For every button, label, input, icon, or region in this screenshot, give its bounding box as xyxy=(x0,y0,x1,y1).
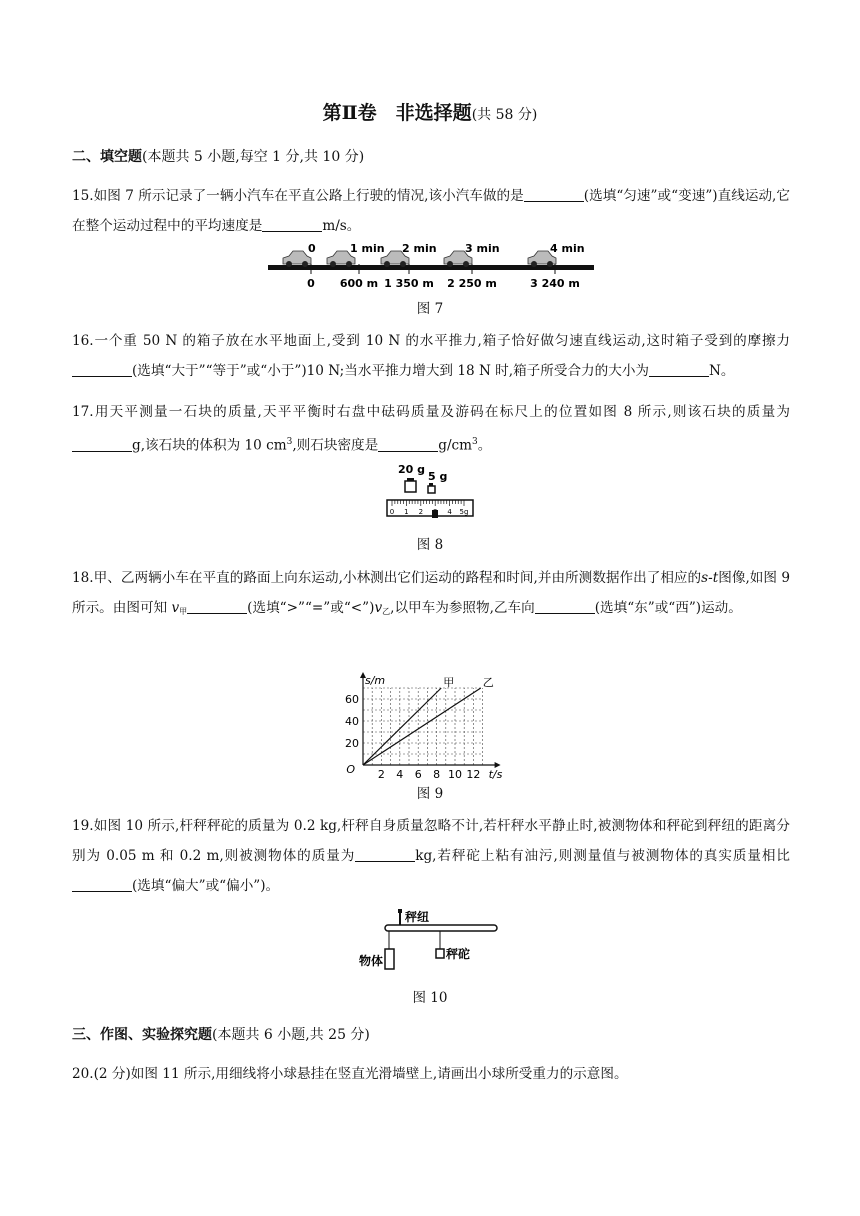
weight-box xyxy=(436,949,444,958)
q18-text-b: 图像,如图 9 所示。由图可知 xyxy=(72,570,791,616)
question-20 xyxy=(72,1059,790,1089)
q19-text-a: 19.如图 10 所示,杆秤秤砣的质量为 0.2 kg,杆秤自身质量忽略不计,若杆秤水平静止时,被测物体和秤砣到秤纽的距离分别为 0.05 m 和 0.2 m,则被测物体的质量为 xyxy=(72,818,790,864)
q17-text-a: 17.用天平测量一石块的质量,天平平衡时右盘中砝码质量及游码在标尺上的位置如图 8 所示,则该石块的质量为 xyxy=(72,404,790,420)
ruler-label: 5g xyxy=(459,508,469,516)
q17-text-c: ,则石块密度是 xyxy=(292,437,379,454)
figure-10 xyxy=(355,907,505,975)
y-axis-label: s/m xyxy=(365,674,386,687)
q16-text-a: 16.一个重 50 N 的箱子放在水平地面上,受到 10 N 的水平推力,箱子恰好做匀速直线运动,这时箱子受到的摩擦力 xyxy=(72,333,790,349)
answer-blank[interactable] xyxy=(72,362,132,377)
distance-label: 0 xyxy=(307,277,315,290)
object-box xyxy=(385,949,394,969)
distance-label: 3 240 m xyxy=(530,277,580,290)
weight-5g-icon xyxy=(428,486,435,493)
question-19 xyxy=(72,811,790,901)
time-label: 1 min xyxy=(350,242,385,255)
weight-20g-icon xyxy=(405,481,416,492)
q18-text-c: (选填“>”“=”或“<”) xyxy=(247,600,375,616)
answer-blank[interactable] xyxy=(535,599,595,614)
x-axis-label: t/s xyxy=(488,768,503,780)
distance-label: 2 250 m xyxy=(447,277,497,290)
question-17 xyxy=(72,397,790,461)
subscript-jia: 甲 xyxy=(179,607,188,616)
road xyxy=(268,265,594,270)
q18-text-a: 18.甲、乙两辆小车在平直的路面上向东运动,小林测出它们运动的路程和时间,并由所测数据作出了相应的 xyxy=(72,570,702,586)
x-tick-label: 4 xyxy=(396,768,404,780)
ruler-label: 0 xyxy=(389,508,395,516)
section2-note: (本题共 5 小题,每空 1 分,共 10 分) xyxy=(142,149,365,165)
answer-blank[interactable] xyxy=(524,187,584,202)
question-16 xyxy=(72,326,790,386)
superscript: 3 xyxy=(286,437,293,447)
figure-10-caption: 图 10 xyxy=(412,990,448,1006)
answer-blank[interactable] xyxy=(72,437,132,452)
q16-text-b: (选填“大于”“等于”或“小于”)10 N;当水平推力增大到 18 N 时,箱子所受合力的大小为 xyxy=(132,363,650,379)
distance-label: 600 m xyxy=(339,277,379,290)
origin-label: O xyxy=(346,763,355,776)
time-label: 2 min xyxy=(402,242,437,255)
knob-top xyxy=(398,909,402,913)
st-symbol: s-t xyxy=(701,570,719,586)
title-points: (共 58 分) xyxy=(471,107,538,123)
series-line-2 xyxy=(363,688,481,765)
x-tick-label: 6 xyxy=(414,768,422,780)
q16-text-c: N。 xyxy=(709,363,735,379)
x-tick-label: 8 xyxy=(433,768,441,780)
series-line-1 xyxy=(363,688,441,765)
q18-text-d: ,以甲车为参照物,乙车向 xyxy=(390,600,535,616)
x-tick-label: 10 xyxy=(448,768,462,780)
superscript: 3 xyxy=(472,437,478,447)
answer-blank[interactable] xyxy=(72,877,132,892)
q15-text-a: 15.如图 7 所示记录了一辆小汽车在平直公路上行驶的情况,该小汽车做的是 xyxy=(72,188,524,204)
v-symbol: v xyxy=(374,600,383,616)
question-18 xyxy=(72,563,790,627)
answer-blank[interactable] xyxy=(187,599,247,614)
ruler-label: 4 xyxy=(447,508,452,516)
answer-blank[interactable] xyxy=(355,847,415,862)
section-heading-experiments xyxy=(72,1024,370,1044)
answer-blank[interactable] xyxy=(649,362,709,377)
y-tick-label: 20 xyxy=(345,737,359,750)
figure-9-chart xyxy=(335,660,525,780)
series-label: 乙 xyxy=(482,676,494,689)
section3-heading: 三、作图、实验探究题 xyxy=(72,1027,212,1043)
figure-8 xyxy=(384,460,476,522)
q18-text-e: (选填“东”或“西”)运动。 xyxy=(594,600,742,616)
q17-text-e: 。 xyxy=(477,437,492,454)
section2-heading: 二、填空题 xyxy=(72,149,142,165)
time-label: 3 min xyxy=(465,242,500,255)
q17-text-b: g,该石块的体积为 10 cm xyxy=(132,437,287,454)
q19-text-c: (选填“偏大”或“偏小”)。 xyxy=(132,878,280,894)
figure-7 xyxy=(262,240,598,296)
section-heading-fill-in xyxy=(72,146,364,166)
subscript-yi: 乙 xyxy=(382,607,391,616)
figure-7-caption: 图 7 xyxy=(416,301,444,317)
car-icon xyxy=(283,251,311,267)
series-label: 甲 xyxy=(443,676,455,689)
y-tick-label: 60 xyxy=(345,693,359,706)
figure-8-caption: 图 8 xyxy=(416,537,444,553)
page-title xyxy=(0,98,860,125)
q17-text-d: g/cm xyxy=(438,437,473,454)
q19-text-b: kg,若秤砣上粘有油污,则测量值与被测物体的真实质量相比 xyxy=(415,848,790,864)
q15-text-b: (选填“匀速”或“变速”)直线运动,它在整个运动过程中的平均速度是 xyxy=(72,188,790,234)
x-tick-label: 2 xyxy=(377,768,385,780)
knob-label: 秤纽 xyxy=(405,910,430,924)
ruler-label: 1 xyxy=(404,508,409,516)
answer-blank[interactable] xyxy=(262,217,322,232)
object-label: 物体 xyxy=(359,954,384,968)
answer-blank[interactable] xyxy=(378,437,438,452)
x-tick-label: 12 xyxy=(466,768,481,780)
time-label: 4 min xyxy=(550,242,585,255)
ruler-label: 2 xyxy=(418,508,424,516)
q15-text-c: m/s。 xyxy=(322,218,361,234)
section3-note: (本题共 6 小题,共 25 分) xyxy=(212,1027,370,1043)
question-15 xyxy=(72,181,790,241)
q20-text: 20.(2 分)如图 11 所示,用细线将小球悬挂在竖直光滑墙壁上,请画出小球所受重力的示意图。 xyxy=(72,1066,628,1082)
steelyard-beam xyxy=(385,925,497,931)
figure-9-caption: 图 9 xyxy=(416,786,444,802)
weight-20g-label: 20 g xyxy=(398,463,426,476)
y-tick-label: 40 xyxy=(345,715,359,728)
distance-label: 1 350 m xyxy=(384,277,434,290)
weight-5g-label: 5 g xyxy=(428,470,448,483)
rider-marker xyxy=(432,510,438,518)
v-symbol: v xyxy=(171,600,180,616)
time-label: 0 xyxy=(308,242,316,255)
title-main: 第Ⅱ卷 非选择题 xyxy=(322,102,472,124)
weight-label: 秤砣 xyxy=(446,947,471,961)
